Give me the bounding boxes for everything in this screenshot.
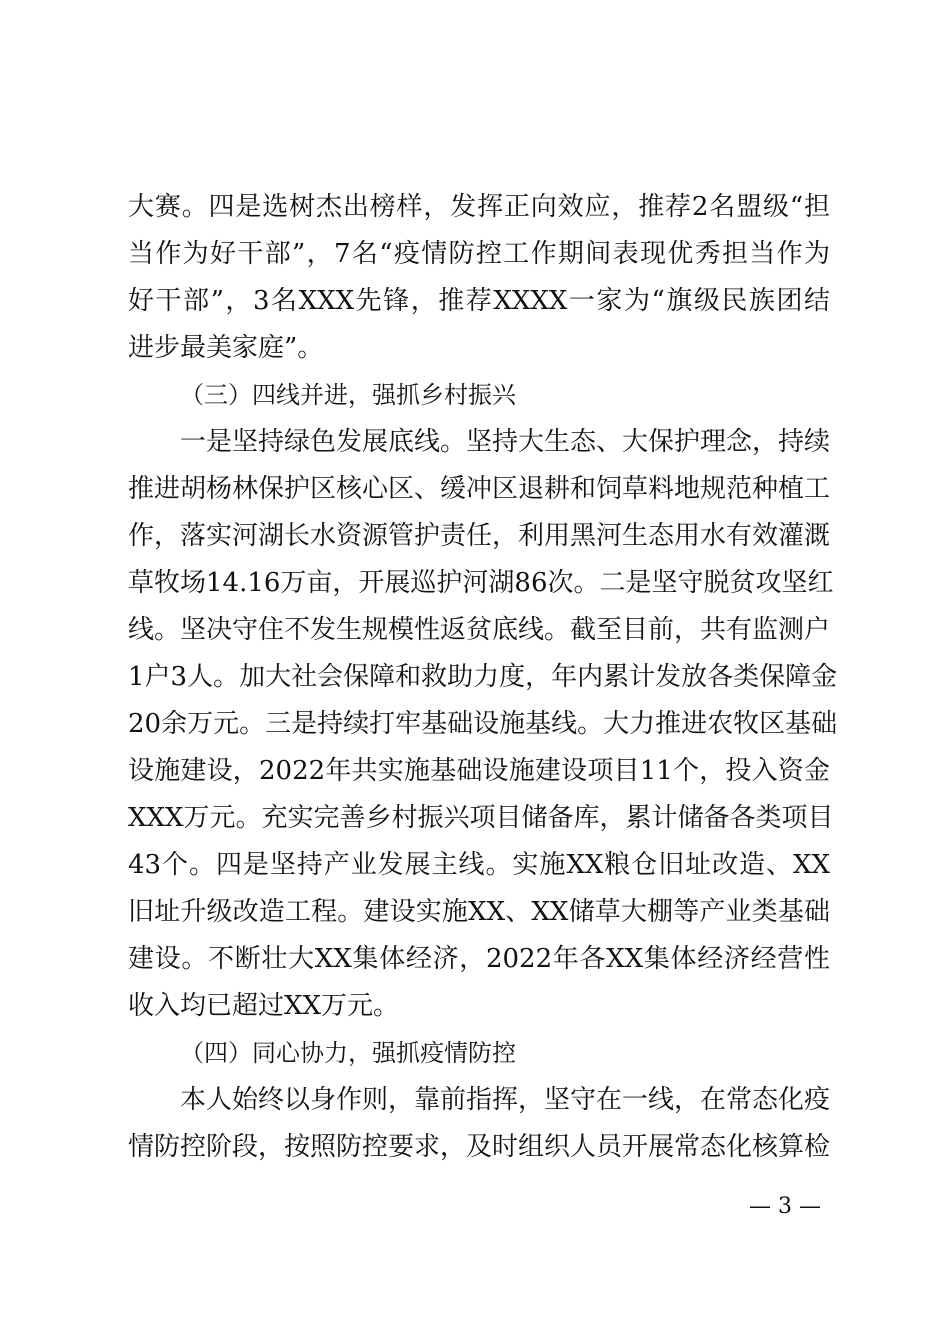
- page-number: — 3 —: [749, 1194, 821, 1219]
- body-text-line: 情防控阶段，按照防控要求，及时组织人员开展常态化核算检: [128, 1132, 831, 1162]
- body-text-line: 建设。不断壮大XX集体经济，2022年各XX集体经济经营性: [128, 944, 830, 974]
- body-text-line: XXX万元。充实完善乡村振兴项目储备库，累计储备各类项目: [128, 803, 834, 833]
- paragraph-first-line: 一是坚持绿色发展底线。坚持大生态、大保护理念，持续: [180, 427, 831, 457]
- body-text-line: 线。坚决守住不发生规模性返贫底线。截至目前，共有监测户: [128, 615, 831, 645]
- section-heading-four: （四）同心协力，强抓疫情防控: [180, 1039, 516, 1067]
- body-text-line: 草牧场14.16万亩，开展巡护河湖86次。二是坚守脱贫攻坚红: [128, 568, 834, 598]
- body-text-line: 大赛。四是选树杰出榜样，发挥正向效应，推荐2名盟级“担: [128, 192, 830, 222]
- body-text-line: 1户3人。加大社会保障和救助力度，年内累计发放各类保障金: [128, 662, 838, 692]
- body-text-line: 旧址升级改造工程。建设实施XX、XX储草大棚等产业类基础: [128, 897, 830, 927]
- body-text-line: 好干部”，3名XXX先锋，推荐XXXX一家为“旗级民族团结: [128, 286, 830, 316]
- section-heading-three: （三）四线并进，强抓乡村振兴: [180, 381, 516, 409]
- paragraph-first-line: 本人始终以身作则，靠前指挥，坚守在一线，在常态化疫: [180, 1085, 831, 1115]
- body-text-line: 进步最美家庭”。: [128, 333, 324, 363]
- body-text-line: 20余万元。三是持续打牢基础设施基线。大力推进农牧区基础: [128, 709, 838, 739]
- body-text-line: 43个。四是坚持产业发展主线。实施XX粮仓旧址改造、XX: [128, 850, 830, 880]
- body-text-line: 当作为好干部”，7名“疫情防控工作期间表现优秀担当作为: [128, 239, 830, 269]
- body-text-line: 推进胡杨林保护区核心区、缓冲区退耕和饲草料地规范种植工: [128, 474, 831, 504]
- body-text-line: 收入均已超过XX万元。: [128, 991, 400, 1021]
- body-text-line: 作，落实河湖长水资源管护责任，利用黑河生态用水有效灌溉: [128, 521, 831, 551]
- body-text-line: 设施建设，2022年共实施基础设施建设项目11个，投入资金: [128, 756, 830, 786]
